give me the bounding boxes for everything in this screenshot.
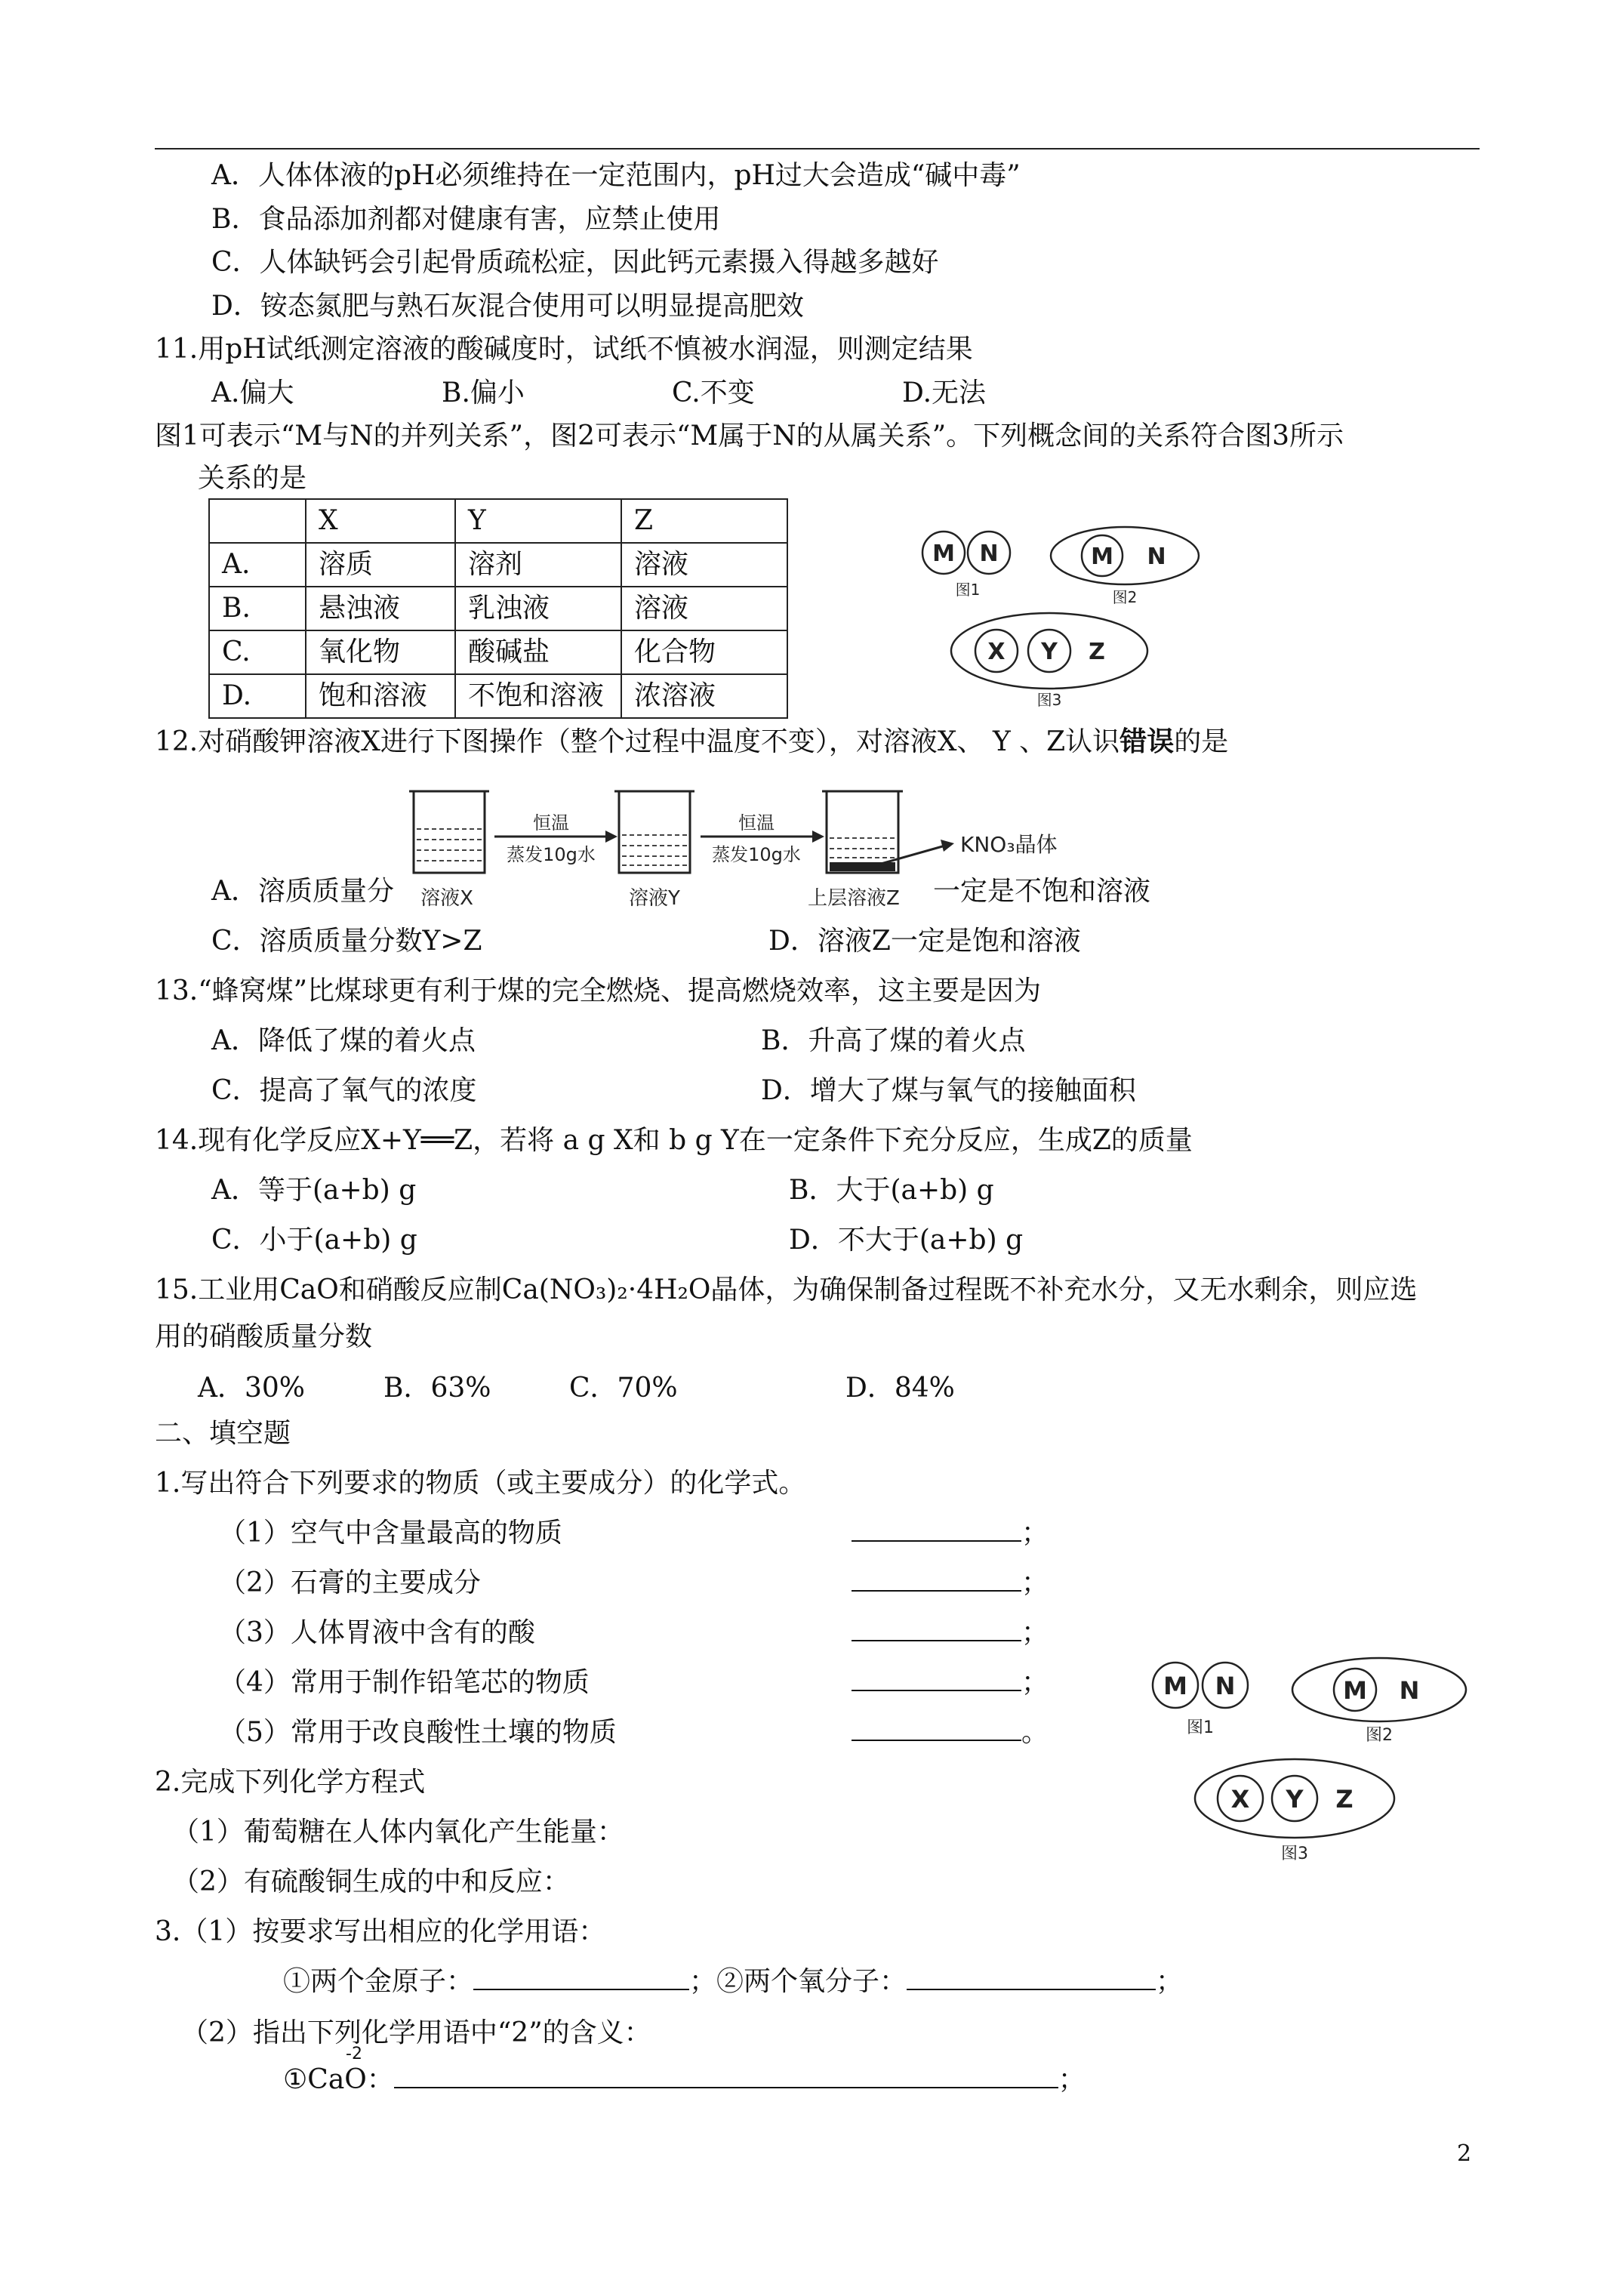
q12-stem-text: 12.对硝酸钾溶液X进行下图操作（整个过程中温度不变），对溶液X、 Y 、Z认识 — [155, 726, 1120, 757]
f3-cao: ①CaO： — [283, 2064, 394, 2095]
label-z: Z — [1335, 1785, 1354, 1814]
f1-blank-2[interactable] — [852, 1564, 1049, 1602]
table-cell: D. — [209, 674, 306, 718]
f1-end-4: ； — [1021, 1667, 1049, 1698]
q14-option-a: A．等于(a+b) g — [211, 1175, 417, 1206]
ellipse-n — [1292, 1658, 1466, 1721]
f1-blank-4[interactable] — [852, 1664, 1049, 1702]
table-row — [209, 674, 787, 718]
venn-diagram-lower — [1136, 1646, 1483, 1872]
answer-blank[interactable] — [852, 1614, 1021, 1641]
f1-item-5: （5）常用于改良酸性土壤的物质 — [219, 1717, 617, 1748]
answer-blank[interactable] — [852, 1564, 1021, 1592]
header-rule — [155, 148, 1480, 149]
q10-option-c: C．人体缺钙会引起骨质疏松症，因此钙元素摄入得越多越好 — [211, 247, 939, 278]
step1-top: 恒温 — [533, 812, 569, 834]
label-m: M — [932, 541, 955, 567]
answer-blank[interactable] — [852, 1515, 1021, 1542]
f3-cao-line — [283, 2061, 1086, 2099]
q13-option-a: A．降低了煤的着火点 — [211, 1025, 476, 1056]
step1-bottom: 蒸发10g水 — [507, 844, 596, 865]
q12-option-d: D．溶液Z一定是饱和溶液 — [768, 926, 1081, 957]
table-cell: 不饱和溶液 — [455, 674, 621, 718]
answer-blank[interactable] — [852, 1664, 1021, 1691]
f1-item-1: （1）空气中含量最高的物质 — [219, 1518, 562, 1549]
f1-blank-5[interactable] — [852, 1714, 1049, 1752]
q12-stem-bold: 错误 — [1119, 726, 1175, 757]
f1-blank-3[interactable] — [852, 1614, 1049, 1652]
table-header-cell: X — [306, 499, 455, 543]
crystal-label: KNO₃晶体 — [960, 832, 1058, 857]
f3-stem: 3.（1）按要求写出相应的化学用语： — [155, 1916, 606, 1947]
answer-blank[interactable] — [907, 1963, 1156, 1990]
table-cell: 溶液 — [621, 587, 787, 630]
q11-option-a: A.偏大 — [211, 378, 294, 408]
label-n2: N — [1147, 544, 1166, 570]
q10-option-a: A．人体体液的pH必须维持在一定范围内，pH过大会造成“碱中毒” — [211, 160, 1021, 191]
f2-stem: 2.完成下列化学方程式 — [155, 1767, 426, 1798]
f1-end-1: ； — [1021, 1518, 1049, 1549]
table-row — [209, 587, 787, 630]
q14-stem: 14.现有化学反应X+Y══Z，若将 a g X和 b g Y在一定条件下充分反应，生成Z的质量 — [155, 1125, 1193, 1156]
label-x: X — [987, 639, 1006, 665]
table-row — [209, 543, 787, 587]
f1-stem: 1.写出符合下列要求的物质（或主要成分）的化学式。 — [155, 1468, 806, 1499]
label-y: Y — [1286, 1785, 1304, 1814]
f3-cao-end: ； — [1058, 2064, 1086, 2095]
q11-option-d: D.无法 — [902, 378, 987, 408]
q12-stem — [155, 723, 1228, 761]
f3-a1: ①两个金原子： — [283, 1966, 474, 1997]
label-n: N — [1215, 1672, 1236, 1700]
table-cell: 饱和溶液 — [306, 674, 455, 718]
answer-blank[interactable] — [394, 2061, 1058, 2088]
venn-diagram-upper — [913, 513, 1230, 717]
q12-option-c: C．溶质质量分数Y>Z — [211, 926, 482, 957]
label-m2: M — [1091, 544, 1113, 570]
table-cell: 化合物 — [621, 630, 787, 674]
f1-item-3: （3）人体胃液中含有的酸 — [219, 1617, 535, 1648]
q13-option-d: D．增大了煤与氧气的接触面积 — [761, 1075, 1136, 1106]
q14-option-b: B．大于(a+b) g — [789, 1175, 994, 1206]
label-x: X — [1230, 1785, 1250, 1814]
q12-stem-end: 的是 — [1174, 726, 1229, 757]
beaker-y — [619, 791, 690, 873]
label-solution-z: 上层溶液Z — [808, 887, 900, 910]
answer-blank[interactable] — [473, 1963, 689, 1990]
f1-end-3: ； — [1021, 1617, 1049, 1648]
label-m2: M — [1343, 1676, 1367, 1705]
f3-line-a — [283, 1963, 1183, 2001]
f3-a2: ；②两个氧分子： — [689, 1966, 907, 1997]
caption-fig1: 图1 — [1187, 1718, 1214, 1737]
q12-option-a-tail: 一定是不饱和溶液 — [933, 876, 1151, 907]
q15-option-a: A．30% — [198, 1373, 306, 1404]
label-m: M — [1163, 1672, 1187, 1700]
table-cell: 溶液 — [621, 543, 787, 587]
answer-blank[interactable] — [852, 1714, 1021, 1741]
q15-stem-line1: 15.工业用CaO和硝酸反应制Ca(NO₃)₂·4H₂O晶体，为确保制备过程既不补充水分，又无水剩余，则应选 — [155, 1274, 1418, 1305]
section-title-fill-blank: 二、填空题 — [155, 1418, 291, 1449]
q15-option-c: C．70% — [569, 1373, 678, 1404]
caption-fig2: 图2 — [1112, 588, 1138, 606]
table-header-row — [209, 499, 787, 543]
q10-option-d: D．铵态氮肥与熟石灰混合使用可以明显提高肥效 — [211, 291, 804, 322]
fig-question-stem-line1: 图1可表示“M与N的并列关系”，图2可表示“M属于N的从属关系”。下列概念间的关系符合图3所示 — [155, 421, 1344, 451]
f1-item-4: （4）常用于制作铅笔芯的物质 — [219, 1667, 590, 1698]
table-cell: 浓溶液 — [621, 674, 787, 718]
q13-stem: 13.“蜂窝煤”比煤球更有利于煤的完全燃烧、提高燃烧效率，这主要是因为 — [155, 975, 1042, 1006]
table-cell: 悬浊液 — [306, 587, 455, 630]
table-cell: A. — [209, 543, 306, 587]
label-n2: N — [1399, 1676, 1420, 1705]
q15-option-b: B．63% — [383, 1373, 491, 1404]
page-number: 2 — [1457, 2140, 1472, 2167]
table-cell: 溶剂 — [455, 543, 621, 587]
label-y: Y — [1041, 639, 1058, 665]
caption-fig1: 图1 — [955, 581, 981, 599]
caption-fig2: 图2 — [1366, 1726, 1393, 1745]
label-solution-y: 溶液Y — [629, 887, 680, 910]
table-header-cell: Y — [455, 499, 621, 543]
label-z: Z — [1089, 639, 1105, 665]
q11-option-b: B.偏小 — [442, 378, 525, 408]
table-header-cell: Z — [621, 499, 787, 543]
table-cell: 酸碱盐 — [455, 630, 621, 674]
f1-item-2: （2）石膏的主要成分 — [219, 1567, 481, 1598]
table-cell: C. — [209, 630, 306, 674]
f1-end-2: ； — [1021, 1567, 1049, 1598]
caption-fig3: 图3 — [1281, 1845, 1308, 1863]
q13-option-b: B．升高了煤的着火点 — [761, 1025, 1026, 1056]
caption-fig3: 图3 — [1036, 691, 1062, 709]
step2-bottom: 蒸发10g水 — [712, 844, 801, 865]
f1-blank-1[interactable] — [852, 1515, 1049, 1552]
label-n: N — [979, 541, 999, 567]
q10-option-b: B．食品添加剂都对健康有害，应禁止使用 — [211, 204, 721, 235]
fig-question-stem-line2: 关系的是 — [198, 463, 307, 494]
f3-a3: ； — [1156, 1966, 1184, 1997]
f2-item-1: （1）葡萄糖在人体内氧化产生能量： — [172, 1817, 624, 1848]
q14-option-c: C．小于(a+b) g — [211, 1225, 417, 1256]
f1-end-5: 。 — [1021, 1717, 1049, 1748]
step2-top: 恒温 — [738, 812, 775, 834]
table-header-cell — [209, 499, 306, 543]
table-cell: 溶质 — [306, 543, 455, 587]
q14-option-d: D．不大于(a+b) g — [789, 1225, 1024, 1256]
q15-option-d: D．84% — [845, 1373, 955, 1404]
beaker-z — [827, 791, 898, 873]
table-cell: 乳浊液 — [455, 587, 621, 630]
q15-stem-line2: 用的硝酸质量分数 — [155, 1321, 373, 1352]
ellipse-n — [1051, 527, 1199, 584]
concept-table — [208, 498, 788, 719]
table-row — [209, 630, 787, 674]
cao-valence-mark: -2 — [346, 2045, 362, 2063]
q11-stem: 11.用pH试纸测定溶液的酸碱度时，试纸不慎被水润湿，则测定结果 — [155, 334, 973, 365]
q12-option-a: A．溶质质量分 — [211, 876, 394, 907]
table-cell: 氧化物 — [306, 630, 455, 674]
f2-item-2: （2）有硫酸铜生成的中和反应： — [172, 1866, 570, 1897]
label-solution-x: 溶液X — [420, 887, 473, 910]
f3-q2: （2）指出下列化学用语中“2”的含义： — [181, 2017, 651, 2048]
q11-option-c: C.不变 — [672, 378, 755, 408]
q13-option-c: C．提高了氧气的浓度 — [211, 1075, 477, 1106]
table-cell: B. — [209, 587, 306, 630]
